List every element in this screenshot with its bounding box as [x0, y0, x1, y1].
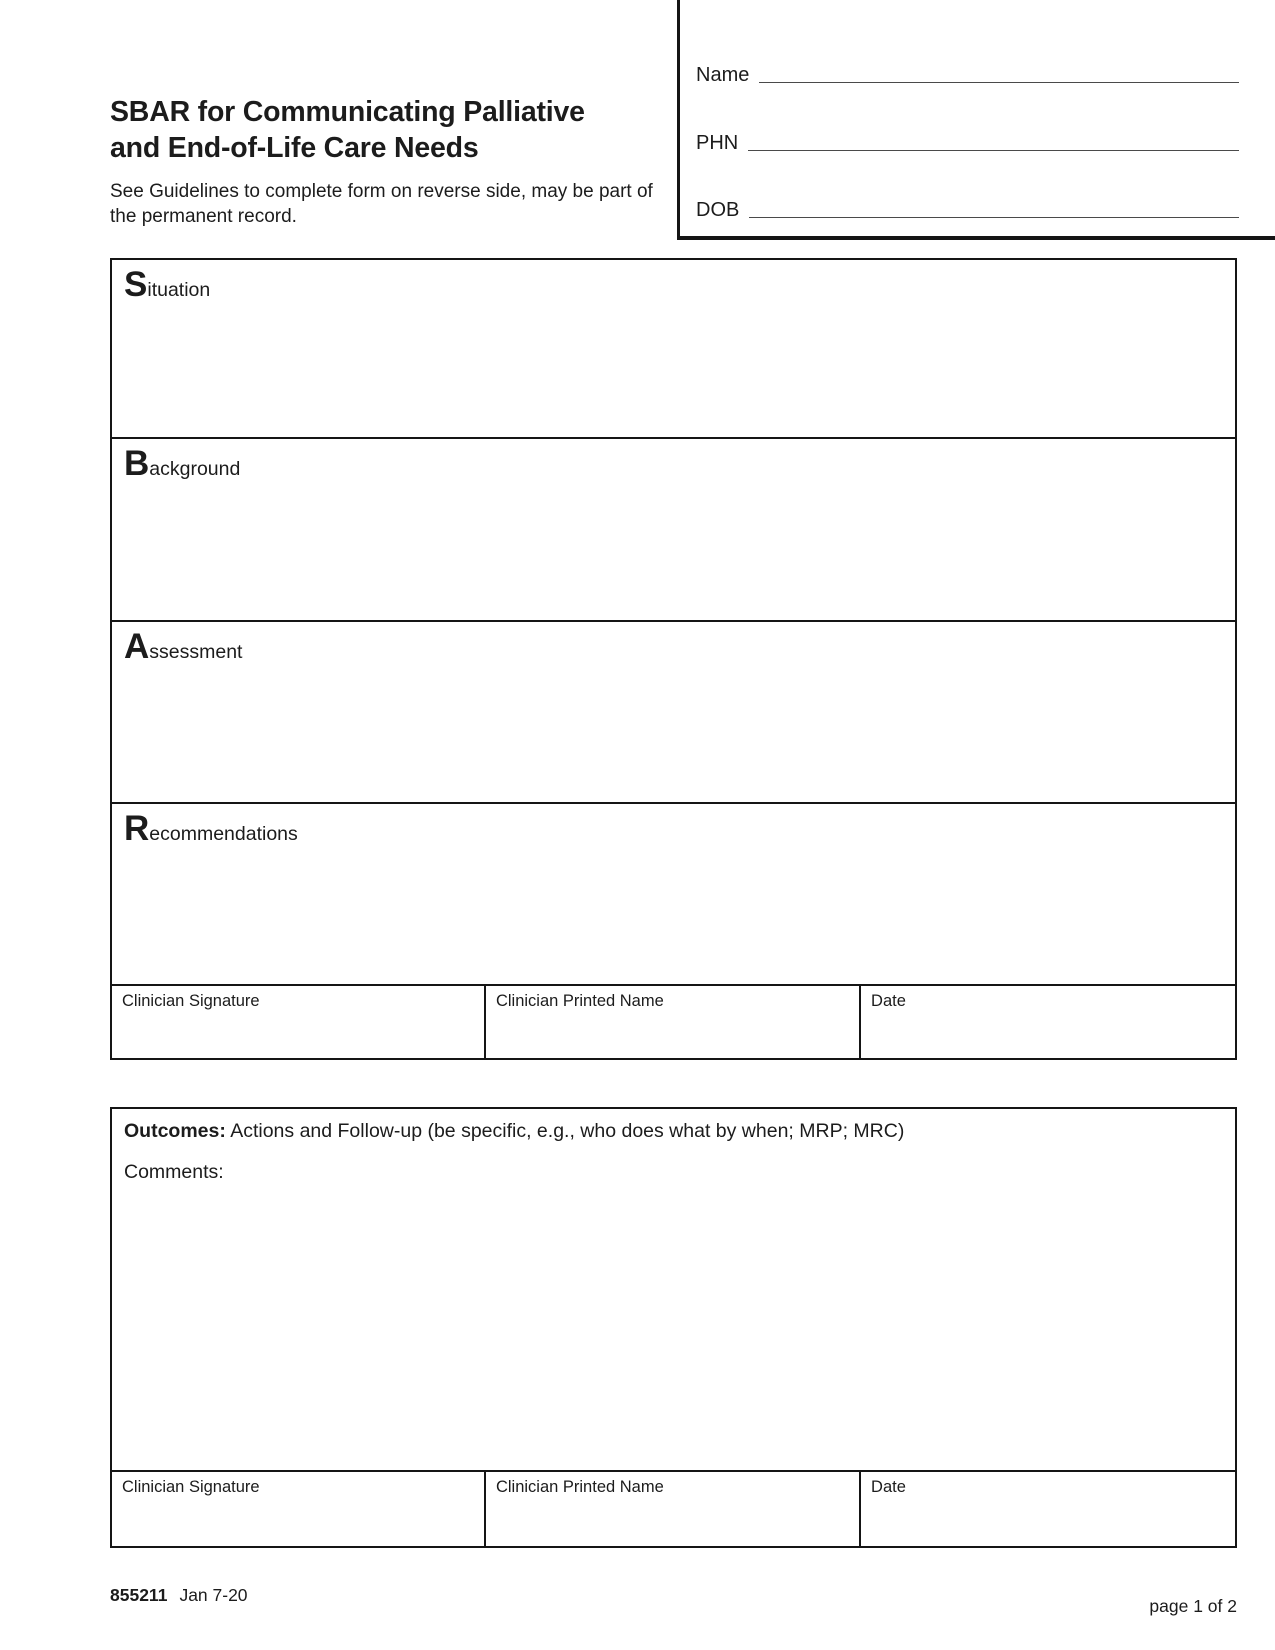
patient-info-box	[677, 0, 1275, 240]
clinician-signature-cell[interactable]	[112, 986, 486, 1058]
section-recommendations-rest: ecommendations	[149, 823, 298, 845]
outcomes-heading	[124, 1119, 1221, 1144]
form-instructions-line-1: See Guidelines to complete form on reverse side, may be part of	[110, 181, 653, 202]
outcomes-signature-row	[112, 1470, 1235, 1546]
outcomes-clinician-printed-name-label: Clinician Printed Name	[495, 1478, 664, 1496]
comments-label: Comments:	[124, 1161, 224, 1184]
form-revision-date: Jan 7-20	[179, 1585, 248, 1605]
outcomes-heading-bold: Outcomes:	[124, 1120, 226, 1142]
page-title-line-1: SBAR for Communicating Palliative	[110, 96, 585, 128]
outcomes-clinician-signature-cell[interactable]	[112, 1472, 486, 1546]
section-recommendations	[112, 802, 1235, 984]
section-assessment-initial: A	[124, 627, 150, 666]
form-instructions	[110, 179, 690, 229]
phn-field-label: PHN	[696, 132, 739, 154]
section-situation-rest: ituation	[147, 279, 211, 301]
form-instructions-line-2: the permanent record.	[110, 206, 297, 227]
name-field-row	[696, 55, 1239, 87]
dob-field-label: DOB	[696, 199, 740, 221]
section-recommendations-input-area[interactable]	[112, 846, 1235, 984]
outcomes-clinician-printed-name-cell[interactable]	[486, 1472, 861, 1546]
clinician-printed-name-cell[interactable]	[486, 986, 861, 1058]
section-recommendations-label	[112, 804, 1235, 846]
comments-input-area[interactable]	[124, 1184, 1221, 1470]
page-number: page 1 of 2	[1149, 1596, 1237, 1616]
section-assessment	[112, 620, 1235, 802]
section-background-rest: ackground	[149, 458, 241, 480]
sbar-box	[110, 258, 1237, 1060]
name-field-input-line[interactable]	[759, 82, 1239, 83]
section-assessment-label	[112, 622, 1235, 664]
section-background	[112, 437, 1235, 620]
outcomes-box	[110, 1107, 1237, 1548]
outcomes-heading-rest: Actions and Follow-up (be specific, e.g., who does what by when; MRP; MRC)	[225, 1120, 905, 1142]
clinician-signature-label: Clinician Signature	[122, 992, 260, 1010]
page-title-line-2: and End-of-Life Care Needs	[110, 132, 479, 164]
outcomes-clinician-signature-label: Clinician Signature	[122, 1478, 260, 1496]
outcomes-date-cell[interactable]	[861, 1472, 1235, 1546]
dob-field-input-line[interactable]	[749, 217, 1239, 218]
sbar-signature-row	[112, 984, 1235, 1058]
phn-field-input-line[interactable]	[748, 150, 1239, 151]
outcomes-content	[112, 1109, 1235, 1470]
section-recommendations-initial: R	[124, 809, 150, 848]
section-background-input-area[interactable]	[112, 481, 1235, 620]
name-field-label: Name	[696, 64, 750, 86]
section-assessment-rest: ssessment	[149, 641, 243, 663]
outcomes-date-label: Date	[871, 1478, 906, 1496]
section-situation-input-area[interactable]	[112, 302, 1235, 437]
section-situation-label	[112, 260, 1235, 302]
form-identifier	[110, 1585, 248, 1606]
section-situation-initial: S	[124, 265, 148, 304]
dob-field-row	[696, 190, 1239, 222]
section-background-label	[112, 439, 1235, 481]
date-cell[interactable]	[861, 986, 1235, 1058]
section-assessment-input-area[interactable]	[112, 664, 1235, 802]
title-block	[110, 94, 690, 229]
date-label: Date	[871, 992, 906, 1010]
section-background-initial: B	[124, 444, 150, 483]
section-situation	[112, 260, 1235, 437]
clinician-printed-name-label: Clinician Printed Name	[495, 992, 664, 1010]
phn-field-row	[696, 123, 1239, 155]
form-number: 855211	[110, 1585, 168, 1605]
